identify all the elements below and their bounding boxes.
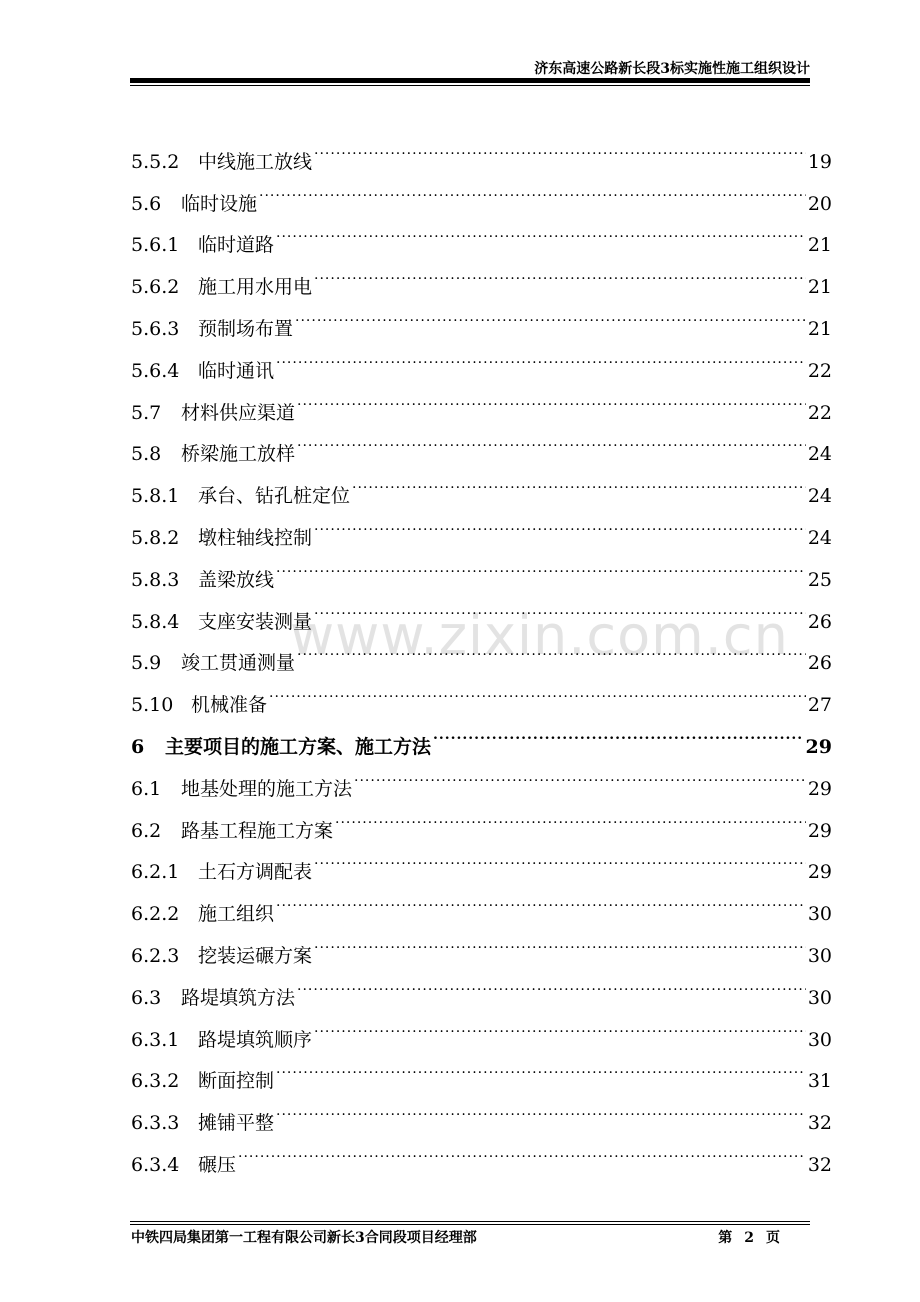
- toc-leader-dots: [297, 628, 806, 670]
- toc-entry-number: 6.3.1: [131, 1028, 180, 1051]
- toc-entry-title: 挖装运碾方案: [198, 944, 313, 967]
- toc-entry-title: 材料供应渠道: [181, 401, 296, 424]
- toc-leader-dots: [314, 920, 806, 962]
- table-of-contents: [131, 126, 832, 1176]
- toc-entry-title: 桥梁施工放样: [181, 443, 296, 466]
- toc-entry-page: 30: [807, 903, 832, 926]
- toc-entry-page: 26: [807, 610, 832, 633]
- toc-leader-dots: [269, 669, 806, 711]
- toc-entry-title: 中线施工放线: [198, 150, 313, 173]
- toc-leader-dots: [314, 1004, 806, 1046]
- toc-leader-dots: [352, 460, 806, 502]
- toc-entry-title: 盖梁放线: [198, 568, 275, 591]
- toc-leader-dots: [297, 419, 806, 461]
- toc-entry-number: 6.3.2: [131, 1070, 180, 1093]
- toc-entry-title: 临时道路: [198, 234, 275, 257]
- toc-entry-page: 29: [805, 735, 832, 758]
- toc-entry-number: 5.8.1: [131, 485, 180, 508]
- toc-entry-page: 32: [807, 1153, 832, 1176]
- toc-entry-number: 5.6.4: [131, 359, 180, 382]
- toc-entry-title: 施工用水用电: [198, 276, 313, 299]
- toc-entry-title: 路堤填筑方法: [181, 986, 296, 1009]
- toc-entry-page: 22: [807, 401, 832, 424]
- toc-leader-dots: [335, 795, 806, 837]
- toc-entry-title: 临时设施: [181, 192, 258, 215]
- toc-entry-number: 6.2: [131, 819, 162, 842]
- footer-page-indicator: [712, 1227, 786, 1247]
- page-number: 2: [744, 1230, 754, 1246]
- toc-entry-page: 30: [807, 1028, 832, 1051]
- toc-leader-dots: [276, 1087, 806, 1129]
- toc-entry-title: 摊铺平整: [198, 1112, 275, 1135]
- toc-leader-dots: [276, 544, 806, 586]
- toc-entry-number: 5.7: [131, 401, 162, 424]
- toc-entry-title: 支座安装测量: [198, 610, 313, 633]
- toc-entry-number: 5.9: [131, 652, 162, 675]
- toc-leader-dots: [276, 335, 806, 377]
- toc-leader-dots: [314, 502, 806, 544]
- toc-entry-page: 24: [807, 526, 832, 549]
- toc-entry-title: 机械准备: [191, 694, 268, 717]
- toc-entry-number: 5.8.3: [131, 568, 180, 591]
- toc-entry-number: 6.2.3: [131, 944, 180, 967]
- toc-entry-number: 5.6.2: [131, 276, 180, 299]
- toc-entry-number: 5.5.2: [131, 150, 180, 173]
- toc-leader-dots: [314, 126, 806, 168]
- header-rule-thick: [130, 78, 810, 83]
- toc-entry-page: 19: [807, 150, 832, 173]
- toc-entry-page: 29: [807, 819, 832, 842]
- footer-rule-bottom: [130, 1224, 810, 1225]
- toc-entry-number: 5.8.2: [131, 526, 180, 549]
- toc-leader-dots: [276, 1046, 806, 1088]
- toc-leader-dots: [259, 168, 806, 210]
- toc-entry-number: 5.6: [131, 192, 162, 215]
- toc-entry-number: 5.6.1: [131, 234, 180, 257]
- toc-leader-dots: [433, 711, 804, 753]
- toc-entry-title: 施工组织: [198, 903, 275, 926]
- toc-entry-page: 24: [807, 443, 832, 466]
- toc-entry-page: 20: [807, 192, 832, 215]
- toc-leader-dots: [297, 377, 806, 419]
- running-header: 济东高速公路新长段3标实施性施工组织设计: [534, 61, 810, 77]
- toc-entry[interactable]: [131, 126, 832, 173]
- toc-entry-title: 竣工贯通测量: [181, 652, 296, 675]
- toc-entry-page: 21: [807, 317, 832, 340]
- toc-entry-number: 5.6.3: [131, 317, 180, 340]
- toc-entry-page: 29: [807, 861, 832, 884]
- toc-entry-page: 22: [807, 359, 832, 382]
- toc-entry-page: 21: [807, 276, 832, 299]
- toc-entry-title: 地基处理的施工方法: [181, 777, 353, 800]
- toc-leader-dots: [314, 586, 806, 628]
- toc-entry-title: 路基工程施工方案: [181, 819, 334, 842]
- toc-leader-dots: [295, 293, 806, 335]
- toc-entry-number: 6.1: [131, 777, 162, 800]
- toc-entry-page: 29: [807, 777, 832, 800]
- footer-company: 中铁四局集团第一工程有限公司新长3合同段项目经理部: [131, 1230, 477, 1246]
- toc-entry-page: 26: [807, 652, 832, 675]
- toc-entry-title: 断面控制: [198, 1070, 275, 1093]
- page-prefix: 第: [718, 1230, 733, 1246]
- watermark: www.zixin.com.cn: [290, 604, 789, 667]
- header-rule-thin: [130, 85, 810, 86]
- toc-leader-dots: [297, 962, 806, 1004]
- toc-entry-title: 临时通讯: [198, 359, 275, 382]
- toc-leader-dots: [238, 1129, 806, 1171]
- toc-entry-page: 21: [807, 234, 832, 257]
- toc-leader-dots: [276, 210, 806, 252]
- toc-entry-page: 24: [807, 485, 832, 508]
- toc-entry-number: 6.3: [131, 986, 162, 1009]
- toc-entry-page: 27: [807, 694, 832, 717]
- toc-entry-title: 路堤填筑顺序: [198, 1028, 313, 1051]
- toc-entry-page: 30: [807, 986, 832, 1009]
- toc-entry-page: 32: [807, 1112, 832, 1135]
- toc-entry-page: 31: [807, 1070, 832, 1093]
- toc-entry-number: 6.3.3: [131, 1112, 180, 1135]
- toc-leader-dots: [314, 837, 806, 879]
- toc-entry-title: 墩柱轴线控制: [198, 526, 313, 549]
- toc-entry-title: 承台、钻孔桩定位: [198, 485, 351, 508]
- toc-entry-number: 5.10: [131, 694, 174, 717]
- footer-rule-top: [130, 1221, 810, 1222]
- toc-entry-title: 碾压: [198, 1153, 237, 1176]
- toc-entry-number: 5.8.4: [131, 610, 180, 633]
- page-suffix: 页: [766, 1230, 780, 1246]
- toc-entry-title: 预制场布置: [198, 317, 294, 340]
- toc-leader-dots: [276, 878, 806, 920]
- toc-leader-dots: [354, 753, 806, 795]
- toc-entry-page: 25: [807, 568, 832, 591]
- toc-entry-title: 主要项目的施工方案、施工方法: [165, 735, 432, 758]
- toc-entry-title: 土石方调配表: [198, 861, 313, 884]
- toc-entry-number: 6.2.1: [131, 861, 180, 884]
- toc-entry-number: 5.8: [131, 443, 162, 466]
- toc-entry-number: 6.2.2: [131, 903, 180, 926]
- toc-entry-number: 6.3.4: [131, 1153, 180, 1176]
- toc-entry-number: 6: [131, 735, 145, 758]
- toc-leader-dots: [314, 251, 806, 293]
- toc-entry-page: 30: [807, 944, 832, 967]
